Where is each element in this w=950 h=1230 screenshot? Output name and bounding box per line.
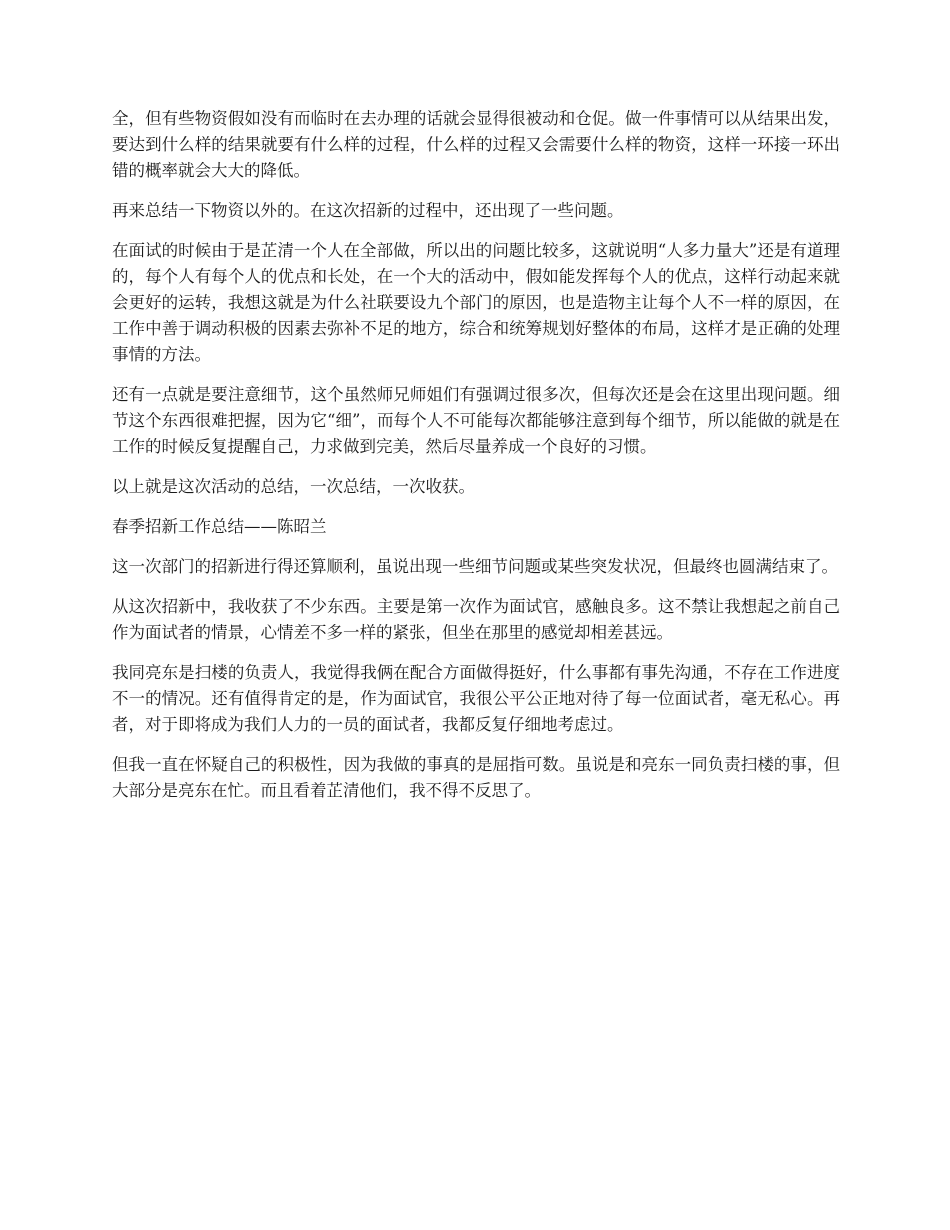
paragraph: 还有一点就是要注意细节，这个虽然师兄师姐们有强调过很多次，但每次还是会在这里出现问题。细节这个东西很难把握，因为它“细”，而每个人不可能每次都能够注意到每个细节，所以能做的就是在工作的时候反复提醒自己，力求做到完美，然后尽量养成一个良好的习惯。 <box>112 385 840 456</box>
paragraph: 在面试的时候由于是芷清一个人在全部做，所以出的问题比较多，这就说明“人多力量大”还是有道理的，每个人有每个人的优点和长处，在一个大的活动中，假如能发挥每个人的优点，这样行动起来就会更好的运转，我想这就是为什么社联要设九个部门的原因，也是造物主让每个人不一样的原因，在工作中善于调动积极的因素去弥补不足的地方，综合和统筹规划好整体的布局，这样才是正确的处理事情的方法。 <box>112 241 840 364</box>
paragraph: 但我一直在怀疑自己的积极性，因为我做的事真的是屈指可数。虽说是和亮东一同负责扫楼的事，但大部分是亮东在忙。而且看着芷清他们，我不得不反思了。 <box>112 755 840 800</box>
document-page <box>112 106 840 818</box>
paragraph: 全，但有些物资假如没有而临时在去办理的话就会显得很被动和仓促。做一件事情可以从结果出发，要达到什么样的结果就要有什么样的过程，什么样的过程又会需要什么样的物资，这样一环接一环出错的概率就会大大的降低。 <box>112 109 840 180</box>
paragraph: 这一次部门的招新进行得还算顺利，虽说出现一些细节问题或某些突发状况，但最终也圆满结束了。 <box>112 557 838 576</box>
paragraph: 以上就是这次活动的总结，一次总结，一次收获。 <box>112 477 475 496</box>
paragraph: 我同亮东是扫楼的负责人，我觉得我俩在配合方面做得挺好，什么事都有事先沟通，不存在工作进度不一的情况。还有值得肯定的是，作为面试官，我很公平公正地对待了每一位面试者，毫无私心。再者，对于即将成为我们人力的一员的面试者，我都反复仔细地考虑过。 <box>112 663 840 734</box>
paragraph: 从这次招新中，我收获了不少东西。主要是第一次作为面试官，感触良多。这不禁让我想起之前自己作为面试者的情景，心情差不多一样的紧张，但坐在那里的感觉却相差甚远。 <box>112 597 840 642</box>
section-heading: 春季招新工作总结——陈昭兰 <box>112 517 327 536</box>
paragraph: 再来总结一下物资以外的。在这次招新的过程中，还出现了一些问题。 <box>112 201 624 220</box>
